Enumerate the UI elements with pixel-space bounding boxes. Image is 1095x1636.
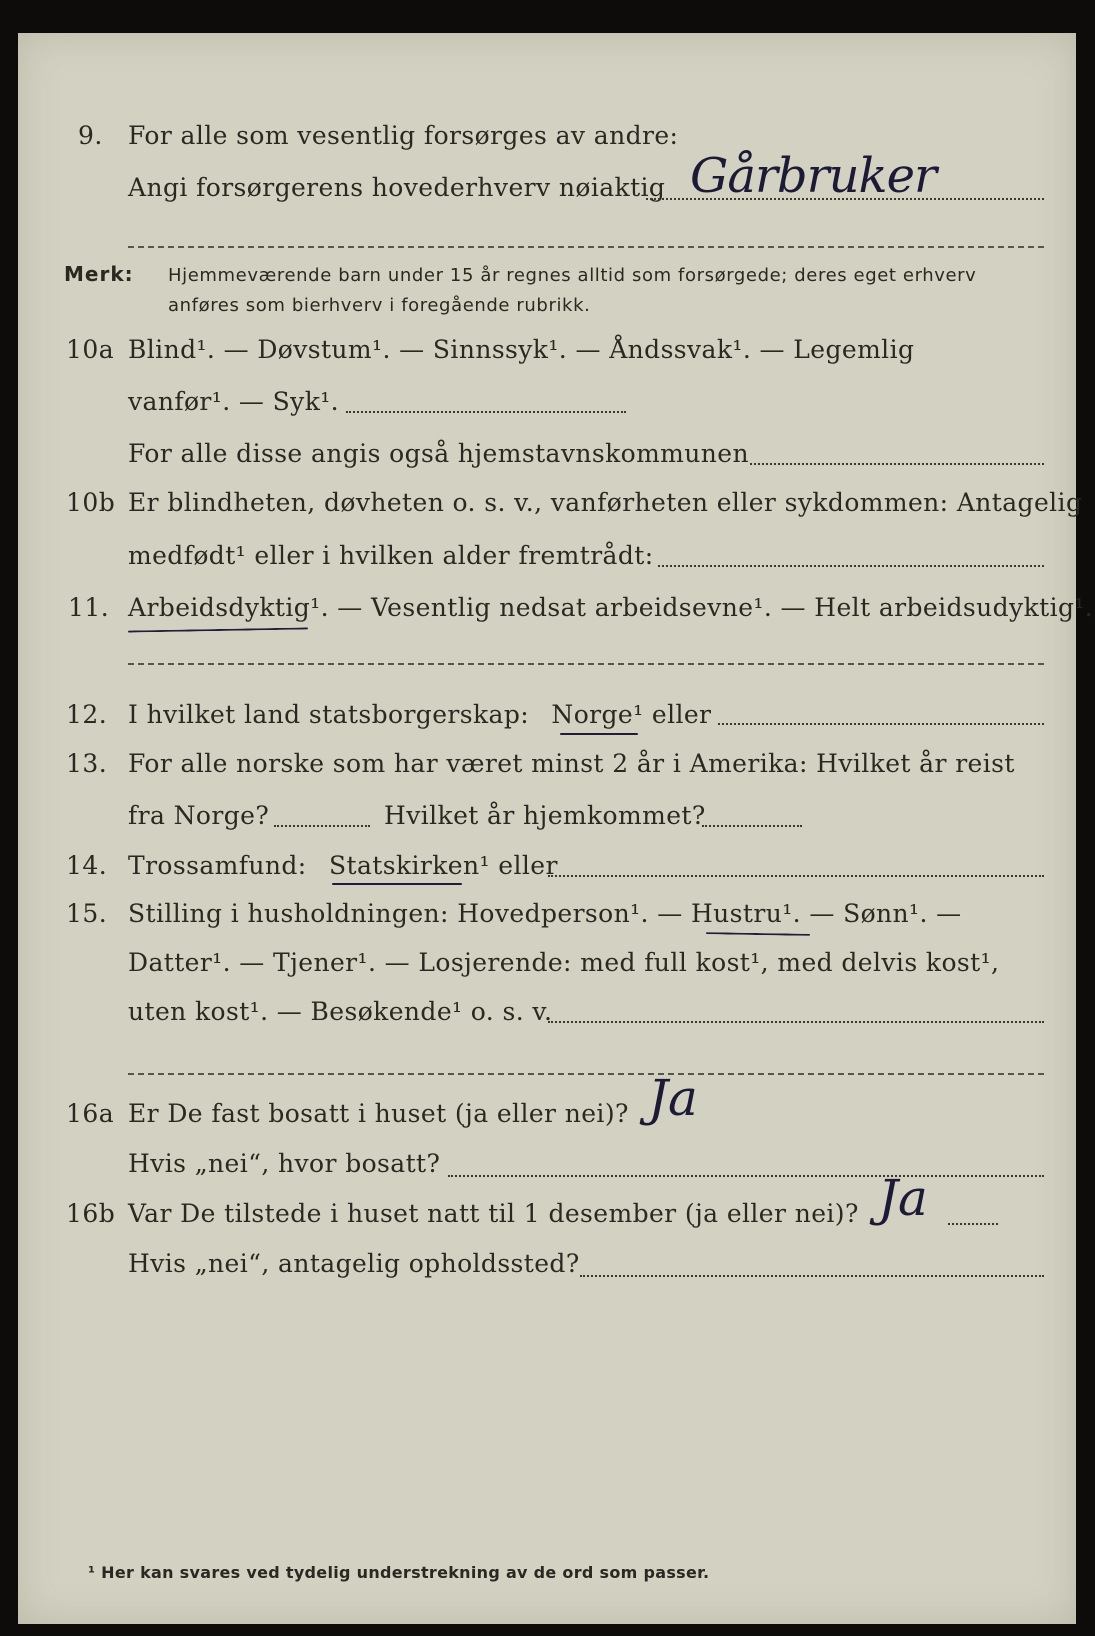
q10a-line2-answer — [346, 411, 626, 413]
q12-option-norge: Norge — [551, 700, 634, 729]
q16b-answer-line — [948, 1223, 998, 1225]
q15-answer-line — [548, 1021, 1044, 1023]
q10a-line3: For alle disse angis også hjemstavnskommunen — [128, 439, 749, 468]
q10a-line1: Blind¹. — Døvstum¹. — Sinnssyk¹. — Åndssvak¹. — Legemlig — [128, 335, 915, 364]
q15-number: 15. — [66, 899, 108, 928]
q10b-line2: medfødt¹ eller i hvilken alder fremtrådt: — [128, 541, 654, 570]
q11-option-arbeidsdyktig: Arbeidsdyktig — [128, 593, 311, 622]
q11-line — [128, 593, 1093, 622]
q11-extra-line — [128, 663, 1044, 665]
q16a-line2: Hvis „nei“, hvor bosatt? — [128, 1149, 441, 1178]
q15-extra-line — [128, 1073, 1044, 1075]
footnote: ¹ Her kan svares ved tydelig understrekning av de ord som passer. — [88, 1563, 710, 1582]
q13-hjem-answer — [702, 825, 802, 827]
merk-label: Merk: — [64, 262, 134, 286]
q16a-number: 16a — [66, 1099, 115, 1128]
q13-line1: For alle norske som har været minst 2 år i Amerika: Hvilket år reist — [128, 749, 1015, 778]
q9-line2: Angi forsørgerens hovederhverv nøiaktig — [128, 173, 666, 202]
q15-line1a: Stilling i husholdningen: Hovedperson¹. — — [128, 899, 683, 928]
q14-underline-mark — [332, 883, 462, 885]
q10a-line3-answer — [750, 463, 1044, 465]
q10a-line2: vanfør¹. — Syk¹. — [128, 387, 340, 416]
q11-underline-mark — [128, 627, 308, 632]
q14-option-statskirken: Statskirken — [329, 851, 480, 880]
q10b-line1: Er blindheten, døvheten o. s. v., vanførheten eller sykdommen: Antagelig — [128, 488, 1083, 517]
q16a-line1: Er De fast bosatt i huset (ja eller nei)? — [128, 1099, 629, 1128]
q15-underline-mark — [706, 932, 810, 936]
q13-reist-answer — [274, 825, 370, 827]
q12-line — [128, 700, 711, 729]
q16b-opholdssted-line — [580, 1275, 1044, 1277]
q13-line2a: fra Norge? — [128, 801, 270, 830]
merk-line2: anføres som bierhverv i foregående rubrikk. — [168, 295, 591, 316]
q16b-line1: Var De tilstede i huset natt til 1 desember (ja eller nei)? — [128, 1199, 859, 1228]
q16b-number: 16b — [66, 1199, 116, 1228]
q9-extra-line — [128, 246, 1044, 248]
census-form-page — [18, 33, 1094, 1624]
q12-text: I hvilket land statsborgerskap: — [128, 700, 530, 729]
q14-line — [128, 851, 558, 880]
q13-line2b: Hvilket år hjemkommet? — [384, 801, 706, 830]
q12-underline-mark — [560, 733, 638, 735]
merk-line1: Hjemmeværende barn under 15 år regnes alltid som forsørgede; deres eget erhverv — [168, 265, 977, 286]
q14-text: Trossamfund: — [128, 851, 307, 880]
q14-answer-line — [548, 875, 1044, 877]
q9-handwritten-answer: Gårbruker — [690, 148, 936, 204]
q9-line1: For alle som vesentlig forsørges av andre: — [128, 121, 679, 150]
q14-number: 14. — [66, 851, 108, 880]
q12-after: ¹ eller — [633, 700, 712, 729]
q15-line1 — [128, 899, 962, 928]
q12-answer-line — [718, 723, 1044, 725]
q13-number: 13. — [66, 749, 108, 778]
q9-number: 9. — [78, 121, 103, 150]
q16b-handwritten-answer: Ja — [878, 1169, 928, 1227]
q15-line1b: ¹. — Sønn¹. — — [782, 899, 962, 928]
q10b-number: 10b — [66, 488, 116, 517]
q11-number: 11. — [68, 593, 110, 622]
q16a-answer-line — [448, 1175, 1044, 1177]
q12-number: 12. — [66, 700, 108, 729]
q10a-number: 10a — [66, 335, 115, 364]
q10b-answer-line — [658, 565, 1044, 567]
q14-after: ¹ eller — [479, 851, 558, 880]
q15-line3: uten kost¹. — Besøkende¹ o. s. v. — [128, 997, 553, 1026]
q15-line2: Datter¹. — Tjener¹. — Losjerende: med full kost¹, med delvis kost¹, — [128, 948, 1000, 977]
q11-rest: ¹. — Vesentlig nedsat arbeidsevne¹. — Helt arbeidsudyktig¹. — [310, 593, 1094, 622]
q16a-handwritten-answer: Ja — [648, 1069, 698, 1127]
q15-option-hustru: Hustru — [690, 899, 783, 928]
q16b-line2: Hvis „nei“, antagelig opholdssted? — [128, 1249, 580, 1278]
